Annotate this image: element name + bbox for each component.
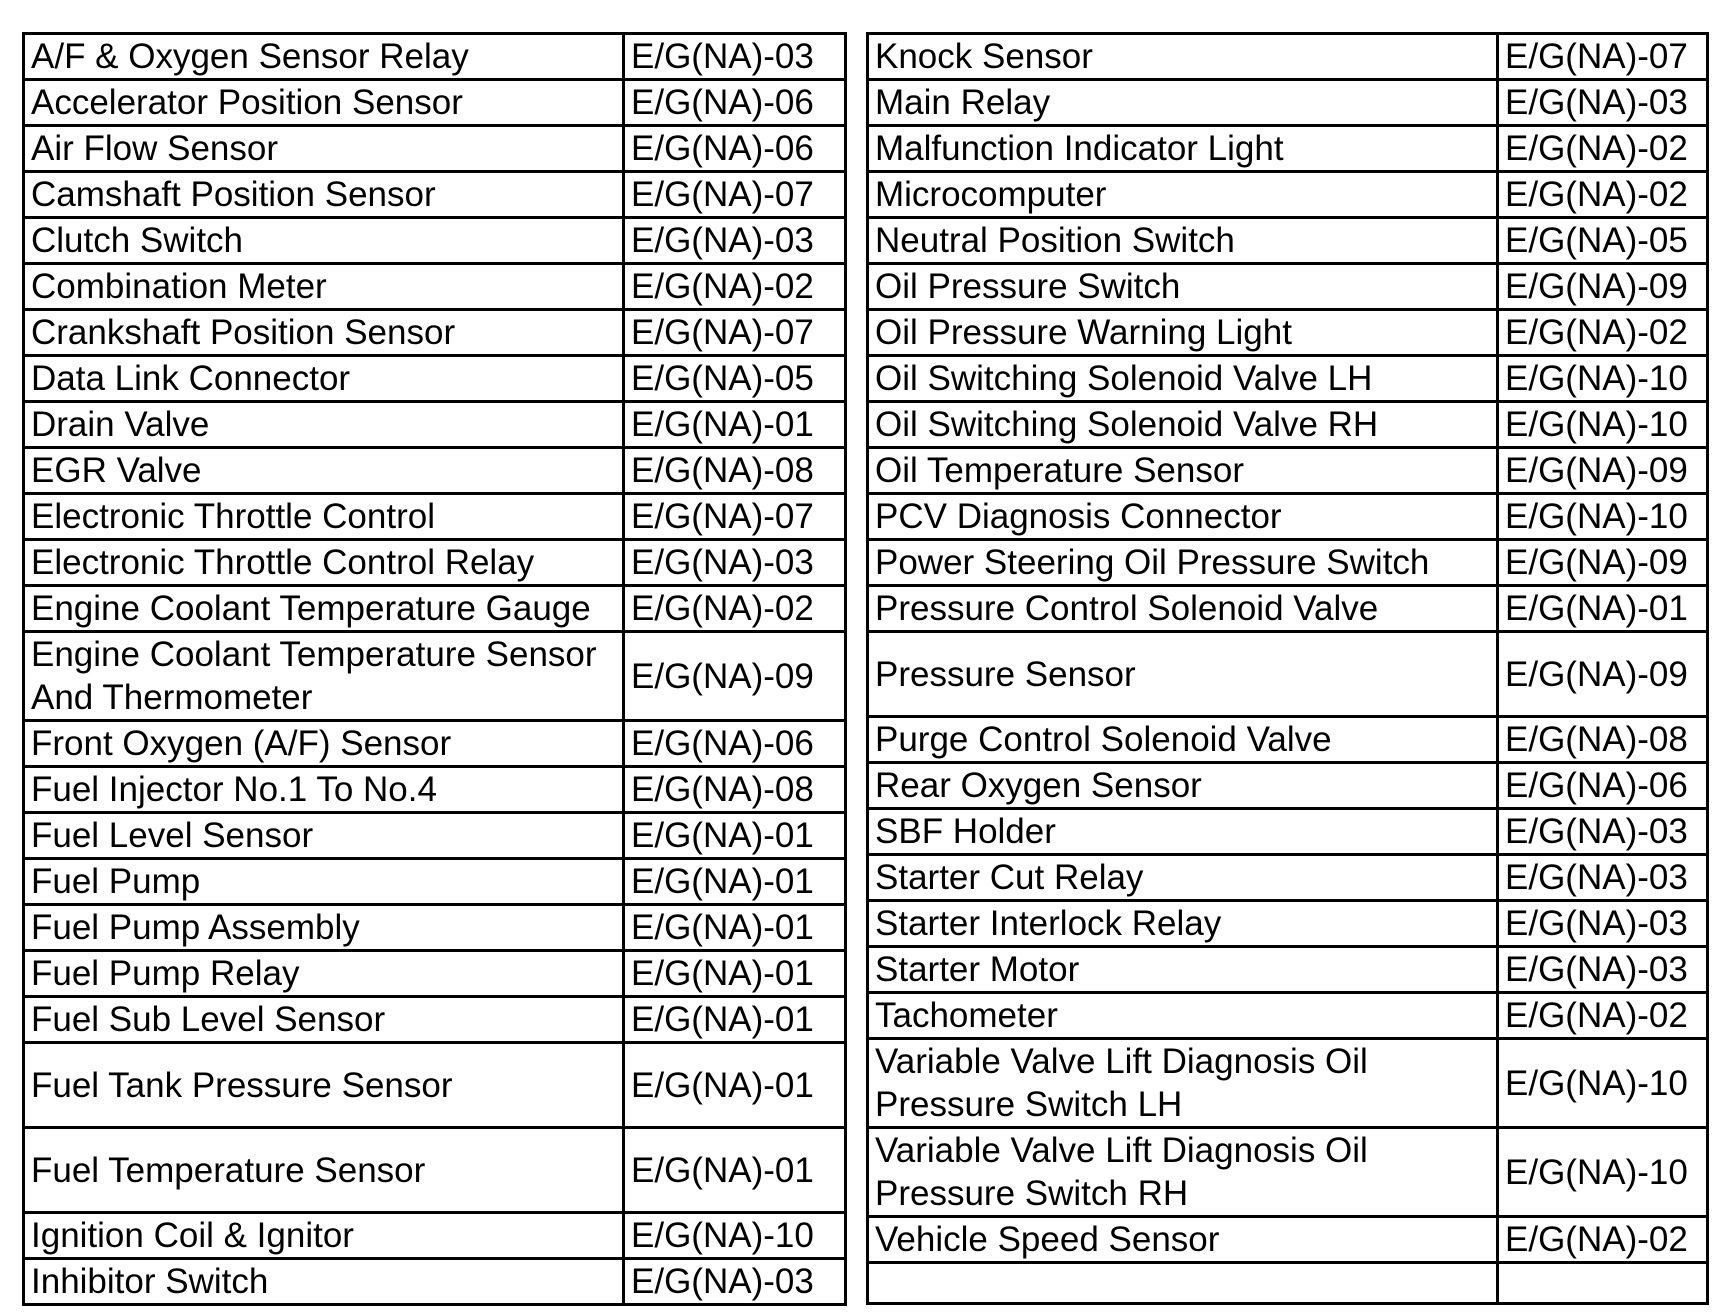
table-row (868, 855, 1708, 901)
table-row (24, 813, 846, 859)
wiring-code-cell: E/G(NA)-05 (1498, 218, 1708, 264)
table-row (24, 80, 846, 126)
table-row (868, 402, 1708, 448)
wiring-code-cell: E/G(NA)-02 (1498, 172, 1708, 218)
table-row (868, 310, 1708, 356)
table-row (868, 80, 1708, 126)
table-row (24, 126, 846, 172)
table-row (24, 997, 846, 1043)
wiring-code-cell (1498, 1263, 1708, 1304)
table-row (868, 586, 1708, 632)
wiring-code-cell: E/G(NA)-02 (1498, 126, 1708, 172)
component-name-cell: Fuel Level Sensor (24, 813, 624, 859)
wiring-code-cell: E/G(NA)-09 (624, 632, 846, 721)
table-row (868, 356, 1708, 402)
component-name-cell: Tachometer (868, 993, 1498, 1039)
table-row (24, 721, 846, 767)
component-name-cell: Data Link Connector (24, 356, 624, 402)
component-name-cell: Fuel Sub Level Sensor (24, 997, 624, 1043)
component-name-cell: Fuel Pump Assembly (24, 905, 624, 951)
table-row (868, 717, 1708, 763)
component-name-cell: Malfunction Indicator Light (868, 126, 1498, 172)
wiring-code-cell: E/G(NA)-01 (624, 1043, 846, 1128)
component-name-cell: Fuel Injector No.1 To No.4 (24, 767, 624, 813)
wiring-code-cell: E/G(NA)-03 (624, 218, 846, 264)
table-row (24, 540, 846, 586)
wiring-code-cell: E/G(NA)-01 (1498, 586, 1708, 632)
wiring-code-cell: E/G(NA)-03 (624, 540, 846, 586)
table-row (868, 126, 1708, 172)
wiring-code-cell: E/G(NA)-06 (1498, 763, 1708, 809)
wiring-code-cell: E/G(NA)-01 (624, 813, 846, 859)
wiring-code-cell: E/G(NA)-09 (1498, 448, 1708, 494)
component-name-cell: Vehicle Speed Sensor (868, 1217, 1498, 1263)
wiring-code-cell: E/G(NA)-10 (1498, 1128, 1708, 1217)
table-row (868, 540, 1708, 586)
table-row (868, 947, 1708, 993)
component-name-cell (868, 1263, 1498, 1304)
component-name-cell: Main Relay (868, 80, 1498, 126)
component-name-cell: Fuel Temperature Sensor (24, 1128, 624, 1213)
table-row (868, 763, 1708, 809)
wiring-code-cell: E/G(NA)-01 (624, 859, 846, 905)
component-name-cell: Fuel Pump Relay (24, 951, 624, 997)
component-name-cell: Front Oxygen (A/F) Sensor (24, 721, 624, 767)
component-name-cell: Variable Valve Lift Diagnosis Oil Pressure Switch RH (868, 1128, 1498, 1217)
wiring-code-cell: E/G(NA)-01 (624, 1128, 846, 1213)
component-name-cell: Fuel Pump (24, 859, 624, 905)
component-name-cell: Clutch Switch (24, 218, 624, 264)
component-name-cell: PCV Diagnosis Connector (868, 494, 1498, 540)
table-row (868, 809, 1708, 855)
component-name-cell: Starter Cut Relay (868, 855, 1498, 901)
component-name-cell: Oil Switching Solenoid Valve LH (868, 356, 1498, 402)
wiring-code-cell: E/G(NA)-02 (1498, 993, 1708, 1039)
table-row (24, 494, 846, 540)
wiring-code-cell: E/G(NA)-10 (1498, 1039, 1708, 1128)
wiring-code-cell: E/G(NA)-01 (624, 402, 846, 448)
wiring-code-cell: E/G(NA)-01 (624, 951, 846, 997)
wiring-code-cell: E/G(NA)-10 (624, 1213, 846, 1259)
table-row (24, 1128, 846, 1213)
table-row (24, 951, 846, 997)
component-name-cell: Engine Coolant Temperature Gauge (24, 586, 624, 632)
component-name-cell: Rear Oxygen Sensor (868, 763, 1498, 809)
wiring-code-cell: E/G(NA)-01 (624, 905, 846, 951)
table-row (868, 34, 1708, 80)
component-name-cell: Electronic Throttle Control (24, 494, 624, 540)
component-name-cell: SBF Holder (868, 809, 1498, 855)
wiring-code-cell: E/G(NA)-08 (624, 767, 846, 813)
table-row (24, 1259, 846, 1305)
wiring-code-cell: E/G(NA)-03 (624, 1259, 846, 1305)
table-row (868, 1263, 1708, 1304)
component-name-cell: Fuel Tank Pressure Sensor (24, 1043, 624, 1128)
component-name-cell: Crankshaft Position Sensor (24, 310, 624, 356)
component-name-cell: Camshaft Position Sensor (24, 172, 624, 218)
wiring-code-cell: E/G(NA)-03 (1498, 855, 1708, 901)
table-row (24, 1043, 846, 1128)
wiring-code-cell: E/G(NA)-07 (624, 172, 846, 218)
component-name-cell: A/F & Oxygen Sensor Relay (24, 34, 624, 80)
wiring-code-cell: E/G(NA)-10 (1498, 402, 1708, 448)
component-index-table-right (866, 32, 1709, 1305)
component-name-cell: Electronic Throttle Control Relay (24, 540, 624, 586)
component-name-cell: Combination Meter (24, 264, 624, 310)
component-name-cell: Engine Coolant Temperature Sensor And Thermometer (24, 632, 624, 721)
component-name-cell: Neutral Position Switch (868, 218, 1498, 264)
table-row (24, 448, 846, 494)
wiring-code-cell: E/G(NA)-02 (624, 264, 846, 310)
table-row (24, 218, 846, 264)
wiring-code-cell: E/G(NA)-09 (1498, 540, 1708, 586)
wiring-code-cell: E/G(NA)-10 (1498, 356, 1708, 402)
wiring-code-cell: E/G(NA)-06 (624, 126, 846, 172)
table-row (24, 310, 846, 356)
component-name-cell: Oil Pressure Warning Light (868, 310, 1498, 356)
wiring-code-cell: E/G(NA)-06 (624, 721, 846, 767)
table-row (24, 1213, 846, 1259)
table-row (868, 494, 1708, 540)
wiring-code-cell: E/G(NA)-03 (1498, 80, 1708, 126)
wiring-code-cell: E/G(NA)-02 (1498, 310, 1708, 356)
table-row (868, 172, 1708, 218)
component-index-table-left (22, 32, 847, 1306)
table-row (868, 218, 1708, 264)
component-name-cell: Air Flow Sensor (24, 126, 624, 172)
wiring-code-cell: E/G(NA)-02 (1498, 1217, 1708, 1263)
component-name-cell: Ignition Coil & Ignitor (24, 1213, 624, 1259)
table-row (24, 264, 846, 310)
wiring-code-cell: E/G(NA)-03 (1498, 809, 1708, 855)
component-name-cell: Drain Valve (24, 402, 624, 448)
table-row (24, 859, 846, 905)
component-name-cell: Oil Temperature Sensor (868, 448, 1498, 494)
table-row (24, 905, 846, 951)
component-name-cell: Purge Control Solenoid Valve (868, 717, 1498, 763)
wiring-code-cell: E/G(NA)-03 (1498, 947, 1708, 993)
component-name-cell: Starter Interlock Relay (868, 901, 1498, 947)
wiring-code-cell: E/G(NA)-02 (624, 586, 846, 632)
wiring-code-cell: E/G(NA)-01 (624, 997, 846, 1043)
wiring-code-cell: E/G(NA)-03 (624, 34, 846, 80)
component-name-cell: Starter Motor (868, 947, 1498, 993)
component-name-cell: Power Steering Oil Pressure Switch (868, 540, 1498, 586)
table-row (24, 172, 846, 218)
table-row (868, 632, 1708, 717)
component-name-cell: Oil Pressure Switch (868, 264, 1498, 310)
table-row (868, 993, 1708, 1039)
component-name-cell: Pressure Control Solenoid Valve (868, 586, 1498, 632)
table-row (24, 402, 846, 448)
table-row (868, 1217, 1708, 1263)
table-row (24, 356, 846, 402)
table-row (868, 448, 1708, 494)
table-row (868, 901, 1708, 947)
table-row (24, 632, 846, 721)
table-row (868, 1128, 1708, 1217)
wiring-code-cell: E/G(NA)-09 (1498, 632, 1708, 717)
wiring-code-cell: E/G(NA)-07 (624, 494, 846, 540)
wiring-code-cell: E/G(NA)-03 (1498, 901, 1708, 947)
table-row (24, 767, 846, 813)
component-name-cell: Accelerator Position Sensor (24, 80, 624, 126)
table-row (868, 264, 1708, 310)
wiring-code-cell: E/G(NA)-10 (1498, 494, 1708, 540)
component-name-cell: Variable Valve Lift Diagnosis Oil Pressure Switch LH (868, 1039, 1498, 1128)
component-name-cell: Microcomputer (868, 172, 1498, 218)
wiring-code-cell: E/G(NA)-05 (624, 356, 846, 402)
wiring-code-cell: E/G(NA)-09 (1498, 264, 1708, 310)
table-row (868, 1039, 1708, 1128)
component-name-cell: Pressure Sensor (868, 632, 1498, 717)
wiring-code-cell: E/G(NA)-07 (1498, 34, 1708, 80)
wiring-code-cell: E/G(NA)-08 (624, 448, 846, 494)
component-name-cell: Oil Switching Solenoid Valve RH (868, 402, 1498, 448)
table-row (24, 34, 846, 80)
wiring-code-cell: E/G(NA)-07 (624, 310, 846, 356)
wiring-code-cell: E/G(NA)-06 (624, 80, 846, 126)
component-name-cell: Knock Sensor (868, 34, 1498, 80)
component-name-cell: EGR Valve (24, 448, 624, 494)
table-row (24, 586, 846, 632)
component-name-cell: Inhibitor Switch (24, 1259, 624, 1305)
wiring-code-cell: E/G(NA)-08 (1498, 717, 1708, 763)
